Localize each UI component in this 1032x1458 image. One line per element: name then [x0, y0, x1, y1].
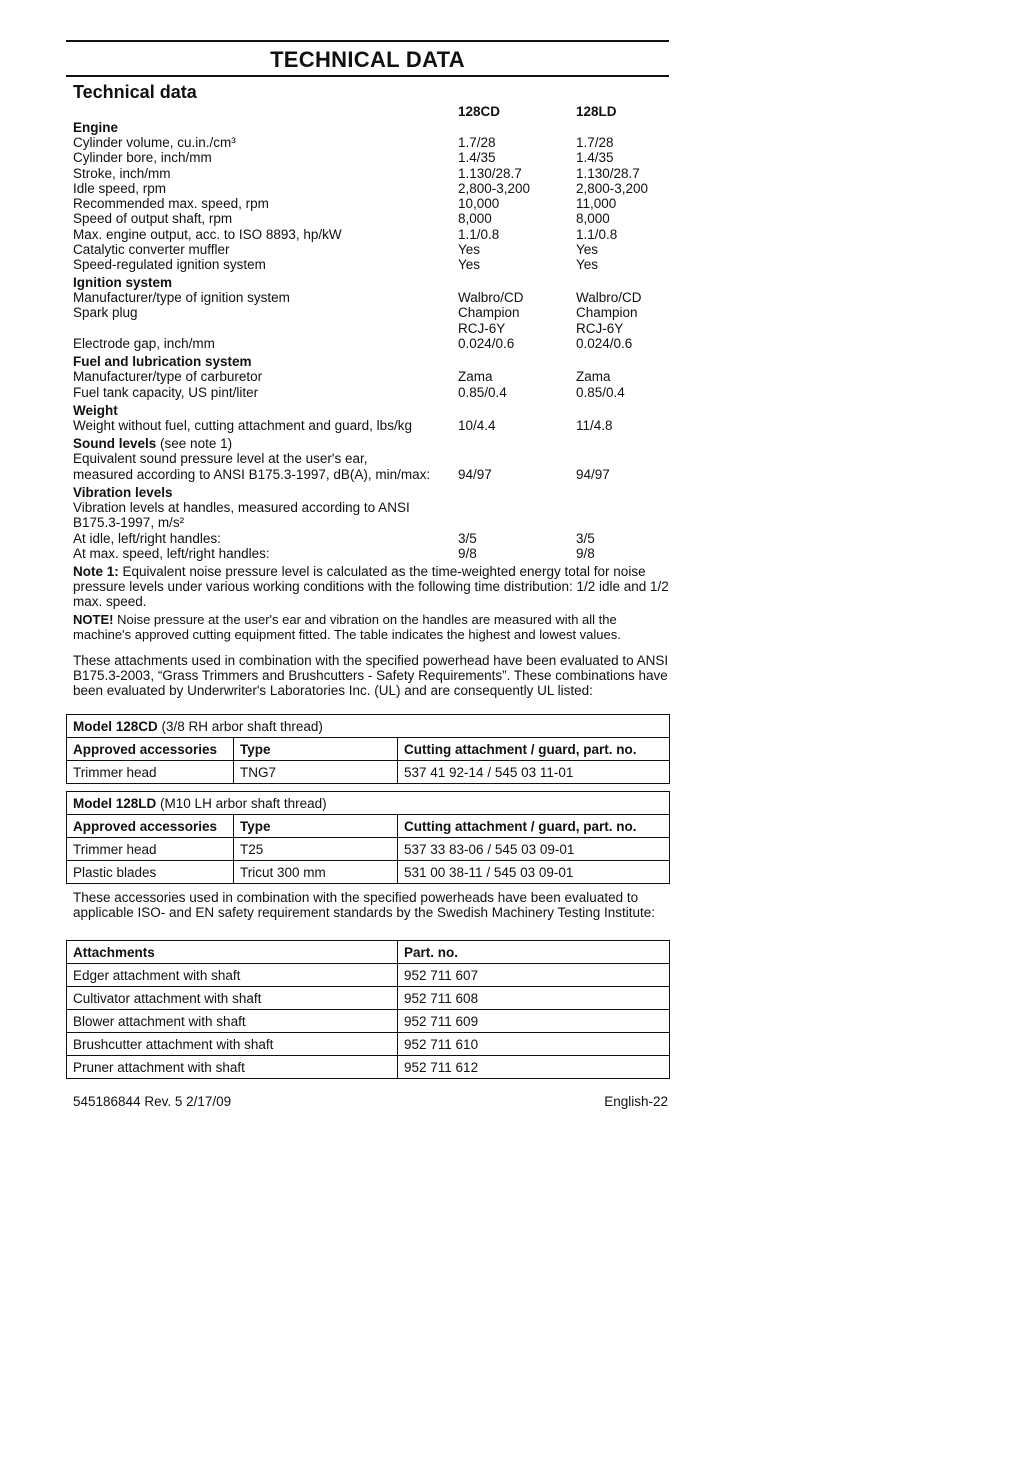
table-cell: Plastic blades	[67, 861, 234, 884]
table-row	[67, 987, 670, 1010]
table-model-title: Model 128LD (M10 LH arbor shaft thread)	[67, 792, 670, 815]
table-row	[67, 1010, 670, 1033]
footer-page-number: English-22	[604, 1094, 668, 1109]
table-row	[67, 838, 670, 861]
table-cell: T25	[234, 838, 398, 861]
section-title: Technical data	[73, 82, 197, 102]
top-rule	[66, 40, 669, 42]
table-cell: Pruner attachment with shaft	[67, 1056, 398, 1079]
spec-row: Cylinder bore, inch/mm 1.4/35 1.4/35	[73, 150, 614, 165]
spec-row: measured according to ANSI B175.3-1997, dB(A), min/max: 94/97 94/97	[73, 467, 610, 482]
spec-row: Vibration levels at handles, measured according to ANSI	[73, 500, 410, 515]
banner-rule	[66, 75, 669, 77]
spec-row: RCJ-6Y RCJ-6Y	[458, 321, 624, 336]
spec-row: Equivalent sound pressure level at the user's ear,	[73, 451, 368, 466]
spec-row: Fuel tank capacity, US pint/liter 0.85/0.4 0.85/0.4	[73, 385, 625, 400]
table-cell: Brushcutter attachment with shaft	[67, 1033, 398, 1056]
spec-row: Recommended max. speed, rpm 10,000 11,000	[73, 196, 617, 211]
spec-section-vibration: Vibration levels	[73, 485, 173, 500]
spec-row: Speed of output shaft, rpm 8,000 8,000	[73, 211, 610, 226]
table-cell: Trimmer head	[67, 838, 234, 861]
column-header-128cd: 128CD	[458, 104, 501, 119]
footer-doc-id: 545186844 Rev. 5 2/17/09	[73, 1094, 232, 1109]
iso-paragraph: These accessories used in combination with the specified powerheads have been evaluated to applicable ISO- and EN safety requirement standards by the Swedish Machinery Testing Institute:	[73, 890, 656, 921]
page-banner: TECHNICAL DATA	[270, 47, 465, 72]
table-cell: Cultivator attachment with shaft	[67, 987, 398, 1010]
spec-row: Idle speed, rpm 2,800-3,200 2,800-3,200	[73, 181, 649, 196]
ul-paragraph: These attachments used in combination with the specified powerhead have been evaluated to ANSI B175.3-2003, “Grass Trimmers and Brushcutters - Safety Requirements”. These combinations have been evaluated by Underwriter's Laboratories Inc. (UL) and are consequently UL listed:	[73, 653, 669, 699]
spec-row: Stroke, inch/mm 1.130/28.7 1.130/28.7	[73, 166, 640, 181]
spec-row: Catalytic converter muffler Yes Yes	[73, 242, 599, 257]
spec-row: Manufacturer/type of ignition system Walbro/CD Walbro/CD	[73, 290, 642, 305]
note-2: NOTE! Noise pressure at the user's ear and vibration on the handles are measured with all the machine's approved cutting equipment fitted. The table indicates the highest and lowest values.	[73, 612, 621, 643]
table-row	[67, 861, 670, 884]
table-cell: 952 711 609	[398, 1010, 670, 1033]
table-header: Approved accessories	[67, 738, 234, 761]
spec-section-sound: Sound levels (see note 1)	[73, 436, 233, 451]
table-header: Attachments	[67, 941, 398, 964]
table-cell: Edger attachment with shaft	[67, 964, 398, 987]
table-cell: 531 00 38-11 / 545 03 09-01	[398, 861, 670, 884]
spec-section-fuel: Fuel and lubrication system	[73, 354, 252, 369]
table-cell: TNG7	[234, 761, 398, 784]
table-cell: 537 41 92-14 / 545 03 11-01	[398, 761, 670, 784]
table-cell: Blower attachment with shaft	[67, 1010, 398, 1033]
table-row	[67, 761, 670, 784]
table-header: Cutting attachment / guard, part. no.	[398, 815, 670, 838]
spec-section-engine: Engine	[73, 120, 119, 135]
table-cell: Trimmer head	[67, 761, 234, 784]
table-header: Type	[234, 815, 398, 838]
spec-row: Max. engine output, acc. to ISO 8893, hp/kW 1.1/0.8 1.1/0.8	[73, 227, 618, 242]
table-header: Approved accessories	[67, 815, 234, 838]
table-cell: 952 711 612	[398, 1056, 670, 1079]
spec-row: Electrode gap, inch/mm 0.024/0.6 0.024/0.6	[73, 336, 633, 351]
table-header: Type	[234, 738, 398, 761]
table-cell: Tricut 300 mm	[234, 861, 398, 884]
attachments-table	[66, 940, 670, 1079]
spec-section-ignition: Ignition system	[73, 275, 173, 290]
spec-section-weight: Weight	[73, 403, 118, 418]
spec-row: At max. speed, left/right handles: 9/8 9/8	[73, 546, 595, 561]
spec-row: B175.3-1997, m/s²	[73, 515, 185, 530]
table-128cd	[66, 714, 670, 784]
spec-row: Speed-regulated ignition system Yes Yes	[73, 257, 599, 272]
table-cell: 952 711 608	[398, 987, 670, 1010]
table-128ld	[66, 791, 670, 884]
table-cell: 952 711 607	[398, 964, 670, 987]
table-row	[67, 1033, 670, 1056]
note-1: Note 1: Equivalent noise pressure level is calculated as the time-weighted energy total for noise pressure levels under various working conditions with the following time distribution: 1/2 idle and 1/2 max. speed.	[73, 564, 669, 610]
table-row	[67, 1056, 670, 1079]
spec-row: At idle, left/right handles: 3/5 3/5	[73, 531, 595, 546]
table-header: Cutting attachment / guard, part. no.	[398, 738, 670, 761]
table-model-title: Model 128CD (3/8 RH arbor shaft thread)	[67, 715, 670, 738]
table-row	[67, 964, 670, 987]
table-cell: 952 711 610	[398, 1033, 670, 1056]
column-header-128ld: 128LD	[576, 104, 617, 119]
table-header: Part. no.	[398, 941, 670, 964]
spec-row: Cylinder volume, cu.in./cm³ 1.7/28 1.7/28	[73, 135, 614, 150]
spec-row: Manufacturer/type of carburetor Zama Zama	[73, 369, 611, 384]
spec-row: Weight without fuel, cutting attachment and guard, lbs/kg 10/4.4 11/4.8	[73, 418, 613, 433]
table-cell: 537 33 83-06 / 545 03 09-01	[398, 838, 670, 861]
spec-row: Spark plug Champion Champion	[73, 305, 638, 320]
